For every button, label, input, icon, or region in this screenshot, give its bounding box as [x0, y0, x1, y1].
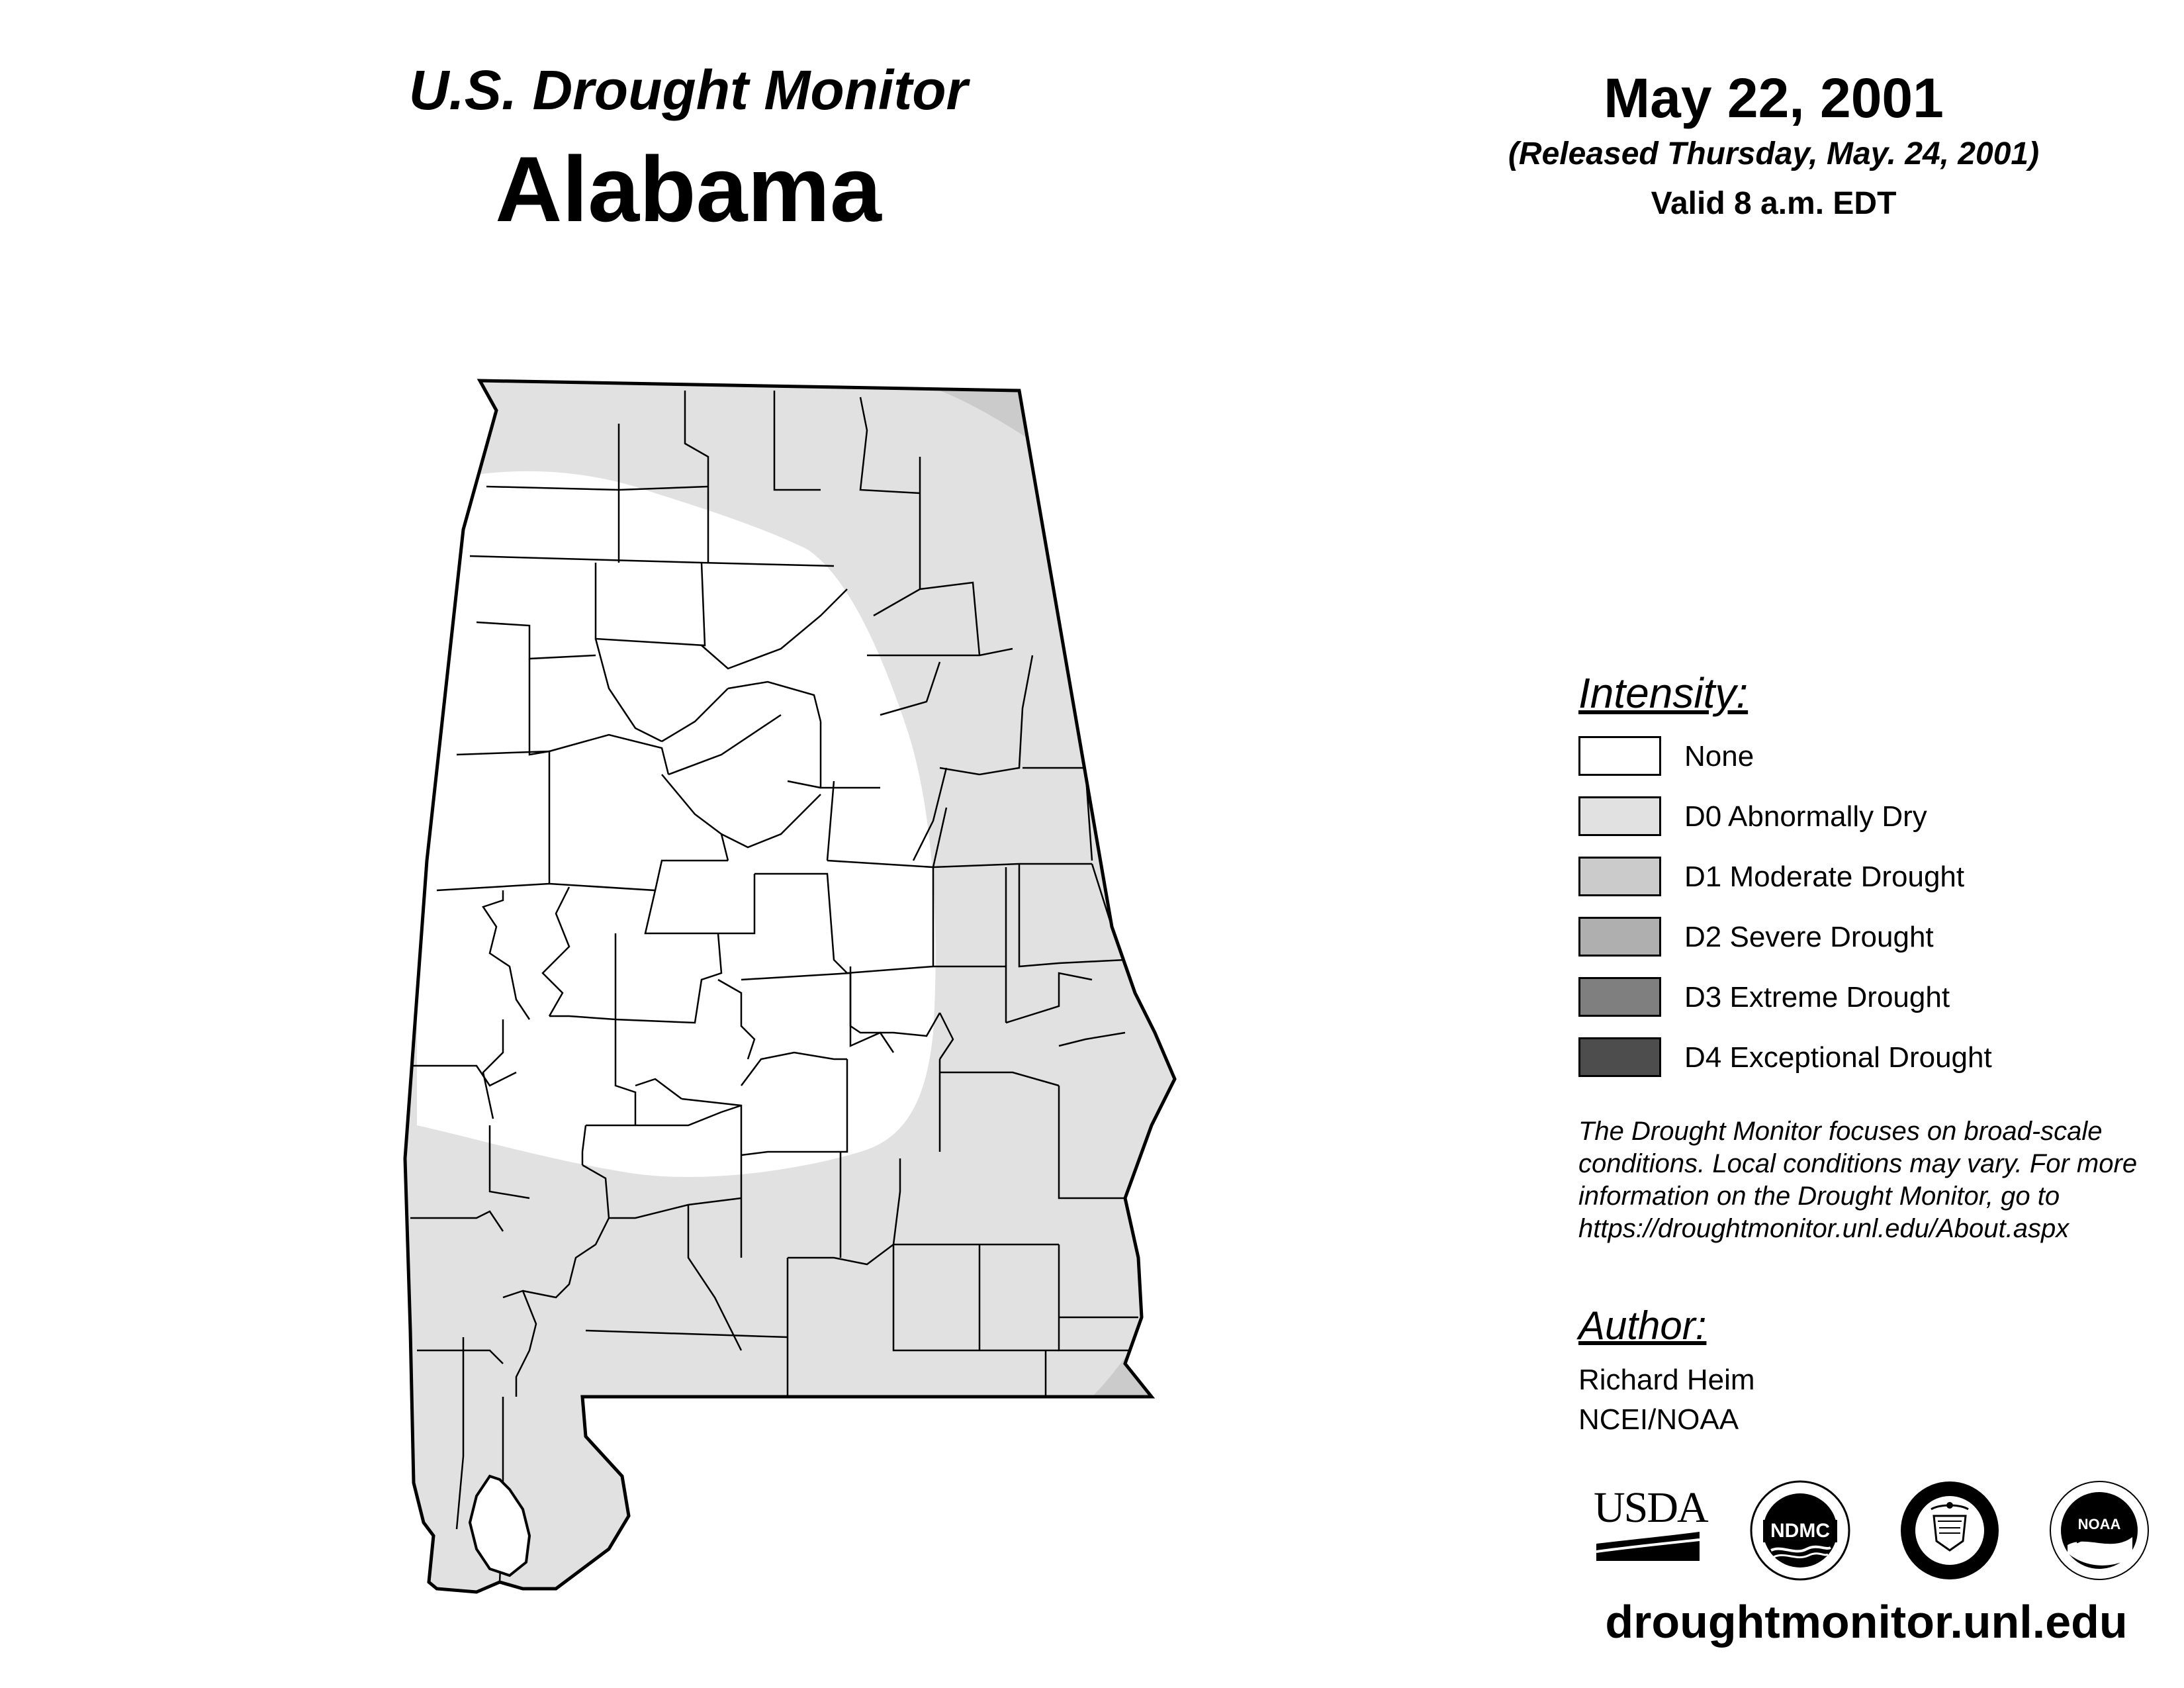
note-link[interactable]: https://droughtmonitor.unl.edu/About.aspx	[1578, 1214, 2070, 1243]
ndmc-seal-icon	[1749, 1479, 1852, 1582]
legend-swatch	[1578, 796, 1661, 836]
legend-swatch	[1578, 1037, 1661, 1077]
author-name: Richard Heim	[1578, 1364, 1755, 1396]
product-title: U.S. Drought Monitor	[408, 59, 968, 121]
department-of-commerce-seal-icon	[1898, 1479, 2001, 1582]
legend-label: D4 Exceptional Drought	[1684, 1041, 1992, 1074]
note-line: The Drought Monitor focuses on broad-scale	[1578, 1117, 2103, 1146]
usda-logo: USDA	[1594, 1483, 1707, 1532]
legend-label: D3 Extreme Drought	[1684, 981, 1950, 1013]
legend-title: Intensity:	[1578, 669, 1749, 717]
legend-label: D2 Severe Drought	[1684, 921, 1934, 953]
legend-swatch	[1578, 977, 1661, 1017]
note-line: conditions. Local conditions may vary. For more	[1578, 1149, 2138, 1178]
legend-label: D1 Moderate Drought	[1684, 861, 1965, 893]
state-title: Alabama	[495, 137, 882, 241]
note-line: information on the Drought Monitor, go to	[1578, 1182, 2060, 1211]
legend-swatch	[1578, 917, 1661, 957]
disclaimer-note	[1578, 1115, 2174, 1245]
legend-label: D0 Abnormally Dry	[1684, 800, 1927, 833]
release-date: (Released Thursday, May. 24, 2001)	[1508, 136, 2040, 171]
ndmc-logo-text: NDMC	[1770, 1520, 1830, 1542]
website-url[interactable]: droughtmonitor.unl.edu	[1605, 1596, 2128, 1648]
legend-swatch	[1578, 857, 1661, 896]
author-org: NCEI/NOAA	[1578, 1403, 1739, 1436]
legend-swatch	[1578, 736, 1661, 776]
noaa-logo-text: NOAA	[2077, 1516, 2121, 1532]
noaa-seal-icon	[2048, 1479, 2151, 1582]
legend-label: None	[1684, 740, 1754, 773]
author-title: Author:	[1578, 1303, 1707, 1348]
map-date: May 22, 2001	[1604, 67, 1944, 129]
usda-swoosh-icon	[1596, 1529, 1702, 1564]
valid-time: Valid 8 a.m. EDT	[1651, 186, 1897, 221]
